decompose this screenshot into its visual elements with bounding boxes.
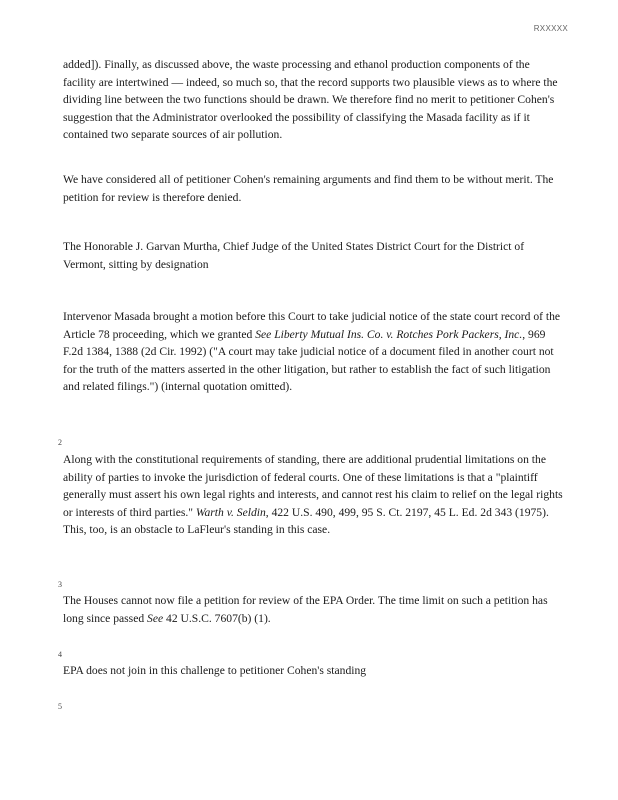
footnote-text: Intervenor Masada brought a motion before this Court to take judicial notice of the state court record of the Article 78 proceeding, which we granted [63,310,561,341]
page-id: RXXXXX [533,24,568,33]
footnote-4 [63,662,563,680]
footnote-text: The Houses cannot now file a petition for review of the EPA Order. The time limit on such a petition has long since passed [63,594,548,625]
footnote-3 [63,592,563,627]
footnote-marker: 5 [58,702,62,711]
footnote-star [63,238,563,273]
footnote-text: , 969 F.2d 1384, 1388 (2d Cir. 1992) ("A court may take judicial notice of a document filed in another court not for the truth of the matters asserted in the other litigation, but rather to establish the fact of such litigation and related filings.") (internal quotation omitted). [63,327,554,393]
citation-italic: See Liberty Mutual Ins. Co. v. Rotches Pork Packers, Inc. [255,327,523,341]
footnote-marker: 3 [58,580,62,589]
footnote-marker: 4 [58,650,62,659]
footnote-1 [63,308,563,396]
body-paragraph: We have considered all of petitioner Cohen's remaining arguments and find them to be without merit. The petition for review is therefore denied. [63,173,554,204]
footnote-marker: 2 [58,438,62,447]
citation-italic: Warth v. Seldin [195,505,266,519]
footnote-2 [63,451,563,539]
body-paragraph: added]). Finally, as discussed above, the waste processing and ethanol production components of the facility are intertwined — indeed, so much so, that the record supports two plausible views as to where the dividing line between the two functions should be drawn. We therefore find no merit to petitioner Cohen's suggestion that the Administrator overlooked the possibility of classifying the Masada facility as if it contained two separate sources of air pollution. [63,58,558,141]
footnote-text: The Honorable J. Garvan Murtha, Chief Judge of the United States District Court for the District of Vermont, sitting by designation [63,240,525,271]
citation-italic: See [147,611,164,625]
footnote-text: , 422 U.S. 490, 499, 95 S. Ct. 2197, 45 L. Ed. 2d 343 (1975). This, too, is an obstacle to LaFleur's standing in this case. [63,505,549,536]
footnote-text: 42 U.S.C. 7607(b) (1). [163,611,271,625]
footnote-text: Along with the constitutional requirements of standing, there are additional prudential limitations on the ability of parties to invoke the jurisdiction of federal courts. One of these limitations is that a "plaintiff generally must assert his own legal rights and interests, and cannot rest his claim to relief on the legal rights or interests of third parties." [63,453,563,519]
footnote-text: EPA does not join in this challenge to petitioner Cohen's standing [63,664,367,677]
